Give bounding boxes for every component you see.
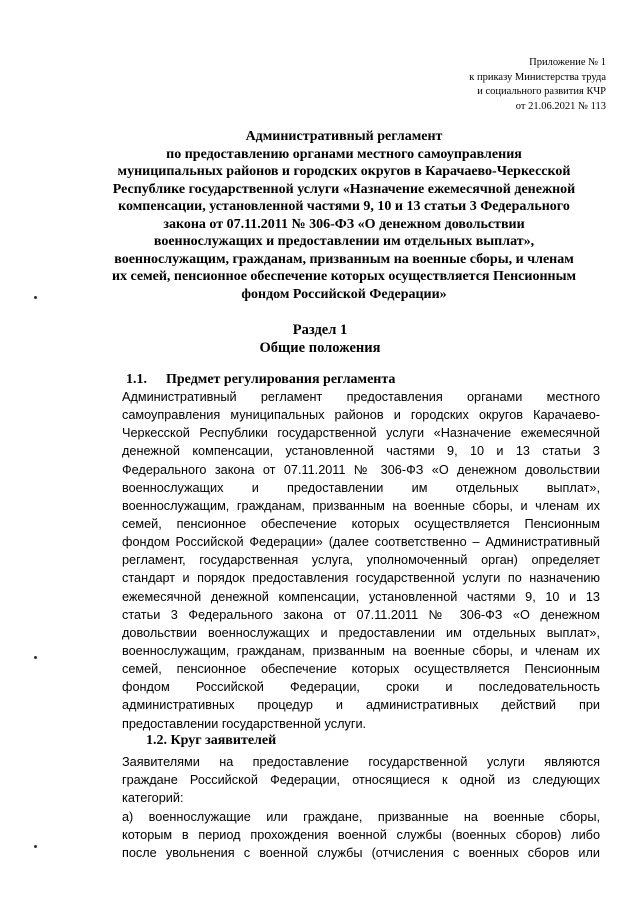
margin-mark bbox=[34, 656, 37, 659]
appendix-line: от 21.06.2021 № 113 bbox=[515, 100, 606, 112]
paragraph-line: предоставлении государственной услуги. bbox=[122, 716, 367, 731]
paragraph-line: семей, пенсионное обеспечение которых осуществляется Пенсионным bbox=[122, 516, 600, 531]
paragraph-line: военнослужащим, гражданам, призванным на военные сборы, и членам их bbox=[122, 643, 600, 658]
paragraph-line: Заявителями на предоставление государственной услуги являются bbox=[122, 755, 600, 769]
margin-mark bbox=[34, 845, 37, 848]
paragraph-line: фондом Российской Федерации» (далее соответственно – Административный bbox=[122, 535, 600, 550]
paragraph-line: денежной компенсации, установленной частями 9, 10 и 13 статьи 3 bbox=[122, 444, 600, 459]
paragraph-line: статьи 3 Федерального закона от 07.11.2011 № 306-ФЗ «О денежном bbox=[122, 607, 600, 622]
title-line: фондом Российской Федерации» bbox=[241, 286, 447, 302]
appendix-line: Приложение № 1 bbox=[529, 57, 606, 68]
paragraph-line: ежемесячной денежной компенсации, установленной частями 9, 10 и 13 bbox=[122, 589, 600, 604]
paragraph-applicants bbox=[122, 753, 600, 807]
title-line: Республике государственной услуги «Назначение ежемесячной денежной bbox=[112, 181, 576, 197]
title-line: военнослужащих и предоставлении им отдельных выплат», bbox=[153, 234, 535, 249]
paragraph-line: граждане Российской Федерации, относящиеся к одной из следующих bbox=[122, 773, 600, 788]
paragraph-line: Федерального закона от 07.11.2011 № 306-ФЗ «О денежном довольствии bbox=[122, 462, 600, 477]
subsection-title: 1.2. Круг заявителей bbox=[146, 733, 277, 748]
appendix-line: к приказу Министерства труда bbox=[469, 71, 606, 83]
paragraph-line: а) военнослужащие или граждане, призванные на военные сборы, bbox=[122, 810, 600, 824]
paragraph-line: довольствии военнослужащих и предоставлении им отдельных выплат», bbox=[122, 625, 600, 640]
title-line: их семей, пенсионное обеспечение которых осуществляется Пенсионным bbox=[111, 269, 577, 284]
paragraph-line: стандарт и порядок предоставления государственной услуги по назначению bbox=[122, 571, 600, 586]
paragraph-line: военнослужащих и предоставлении им отдельных выплат», bbox=[122, 480, 600, 495]
title-line: по предоставлению органами местного самоуправления bbox=[166, 146, 522, 162]
paragraph-category-a bbox=[122, 808, 600, 862]
paragraph-line: фондом Российской Федерации, сроки и последовательность bbox=[122, 680, 600, 695]
title-line: Административный регламент bbox=[245, 129, 443, 144]
section-label: Раздел 1 bbox=[292, 322, 348, 338]
document-title bbox=[78, 128, 610, 303]
paragraph-line: военнослужащим, гражданам, призванным на военные сборы, и членам их bbox=[122, 498, 600, 513]
subsection-title: Предмет регулирования регламента bbox=[166, 372, 396, 387]
paragraph-line: Черкесской Республики государственной услуги «Назначение ежемесячной bbox=[122, 426, 600, 441]
appendix-note bbox=[346, 56, 606, 114]
title-line: компенсации, установленной частями 9, 10 и 13 статьи 3 Федерального bbox=[118, 199, 570, 214]
title-line: военнослужащим, гражданам, призванным на военные сборы, и членам bbox=[114, 251, 574, 267]
paragraph-line: после увольнения с военной службы (отчисления с военных сборов или bbox=[122, 846, 600, 861]
paragraph-line: категорий: bbox=[122, 791, 184, 806]
title-line: муниципальных районов и городских округов в Карачаево-Черкесской bbox=[117, 164, 571, 179]
paragraph-line: административных процедур и административных действий при bbox=[122, 698, 600, 713]
paragraph-line: регламент, государственная услуга, уполномоченный орган) определяет bbox=[122, 553, 600, 568]
paragraph-line: самоуправления муниципальных районов и городских округов Карачаево- bbox=[122, 408, 600, 423]
section-name: Общие положения bbox=[259, 340, 381, 356]
paragraph-line: которым в период прохождения военной службы (военных сборов) либо bbox=[122, 828, 600, 843]
title-line: закона от 07.11.2011 № 306-ФЗ «О денежном довольствии bbox=[163, 216, 525, 232]
paragraph-subject bbox=[122, 388, 600, 733]
margin-mark bbox=[34, 296, 37, 299]
appendix-line: и социального развития КЧР bbox=[477, 86, 606, 97]
subsection-number: 1.1. bbox=[126, 372, 147, 387]
paragraph-line: семей, пенсионное обеспечение которых осуществляется Пенсионным bbox=[122, 662, 600, 677]
paragraph-line: Административный регламент предоставления органами местного bbox=[122, 390, 600, 404]
